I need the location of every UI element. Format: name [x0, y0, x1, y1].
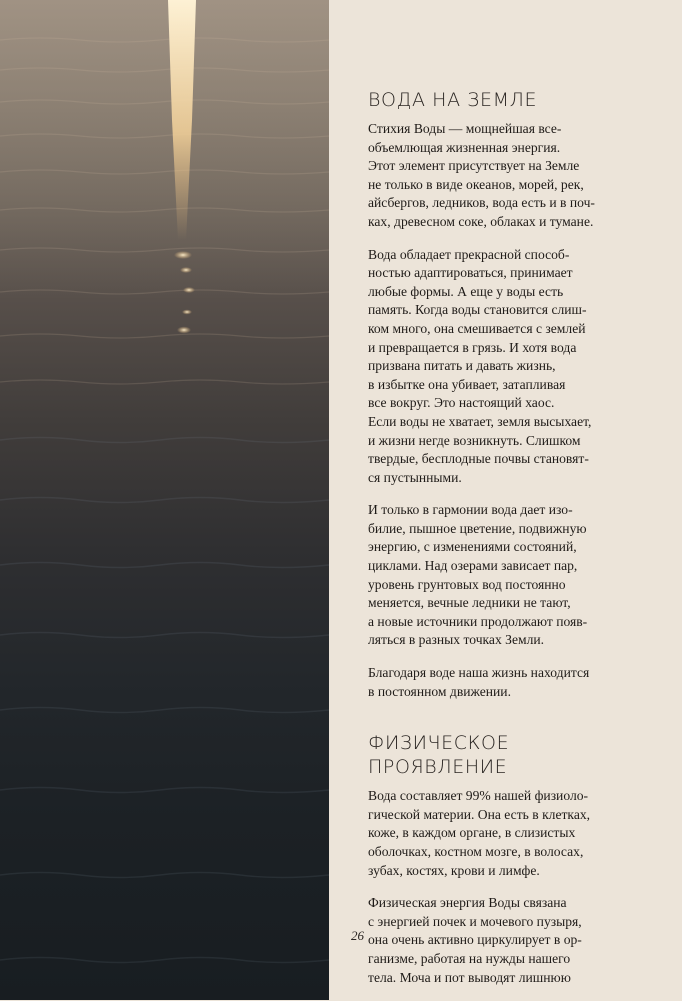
section-heading-physical-manifestation: ФИЗИЧЕСКОЕ ПРОЯВЛЕНИЕ: [368, 732, 510, 779]
section-physical-manifestation: [368, 731, 614, 987]
section-water-on-earth: [368, 88, 614, 701]
paragraph: И только в гармонии вода дает изо- билие, пышное цветение, подвижную энергию, с изменениями состояний, циклами. Над озерами зависает пар, уровень грунтовых вод постоянно меняется, вечные ледники не тают, а новые источники продолжают появ- ляться в разных точках Земли.: [368, 502, 588, 648]
sun-reflection-illustration: [0, 0, 329, 1000]
section-heading-water-on-earth: ВОДА НА ЗЕМЛЕ: [368, 89, 538, 111]
paragraph: Стихия Воды — мощнейшая все- объемлющая жизненная энергия. Этот элемент присутствует на Земле не только в виде океанов, морей, рек, айсбергов, ледников, вода есть и в поч- ках, древесном соке, облаках и тумане.: [368, 121, 595, 229]
page-number: 26: [351, 928, 364, 943]
paragraph: Благодаря воде наша жизнь находится в постоянном движении.: [368, 665, 590, 699]
text-column: [368, 88, 614, 1001]
paragraph: Физическая энергия Воды связана с энергией почек и мочевого пузыря, она очень активно циркулирует в ор- ганизме, работая на нужды нашего тела. Моча и пот выводят лишнюю: [368, 895, 582, 985]
paragraph: Вода составляет 99% нашей физиоло- гической материи. Она есть в клетках, коже, в каждом органе, в слизистых оболочках, костном мозге, в волосах, зубах, костях, крови и лимфе.: [368, 788, 591, 878]
water-photo: [0, 0, 329, 1000]
paragraph: Вода обладает прекрасной способ- ностью адаптироваться, принимает любые формы. А еще у воды есть память. Когда воды становится слиш- ком много, она смешивается с землей и превращается в грязь. И хотя вода призвана питать и давать жизнь, в избытке она убивает, затапливая все вокруг. Это настоящий хаос. Если воды не хватает, земля высыхает, и жизни негде возникнуть. Слишком твердые, бесплодные почвы становят- ся пустынными.: [368, 246, 592, 485]
